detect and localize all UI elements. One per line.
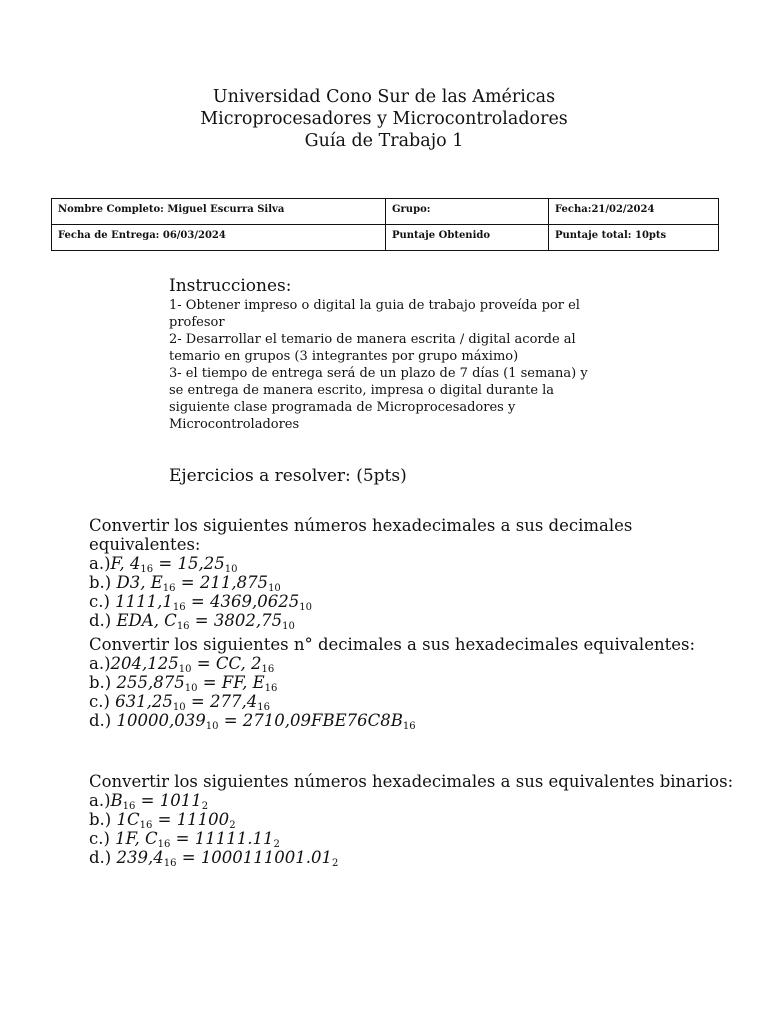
exercise-prefix: c.): [89, 592, 116, 611]
exercise-rhs: CC, 2: [215, 654, 262, 673]
exercise-lhs-base: 10: [172, 702, 186, 713]
equals-sign: =: [189, 611, 214, 630]
exercise-item: [89, 692, 749, 711]
exercise-rhs: 11100: [176, 810, 230, 829]
exercise-rhs-base: 2: [229, 820, 236, 831]
exercise-item: [89, 673, 749, 692]
exercise-rhs: 3802,75: [213, 611, 283, 630]
delivery-date-cell: Fecha de Entrega: 06/03/2024: [52, 225, 386, 251]
exercise-rhs: 1000111001.01: [200, 848, 333, 867]
guide-title: Guía de Trabajo 1: [304, 131, 464, 151]
equals-sign: =: [175, 573, 200, 592]
exercise-prefix: c.): [89, 829, 116, 848]
equals-sign: =: [170, 829, 195, 848]
exercise-lhs: 10000,039: [116, 711, 206, 730]
university-name: Universidad Cono Sur de las Américas: [212, 87, 556, 107]
date-cell: Fecha:21/02/2024: [549, 199, 719, 225]
exercise-rhs-base: 2: [273, 839, 280, 850]
exercise-lhs-base: 10: [184, 683, 198, 694]
exercise-lhs: 1111,1: [115, 592, 173, 611]
exercise-item: [89, 573, 749, 592]
exercise-rhs-base: 2: [201, 801, 209, 812]
exercise-prefix: b.): [89, 573, 117, 592]
hex-to-binary-section: [89, 772, 749, 867]
exercise-lhs: F, 4: [110, 554, 141, 573]
exercise-prefix: d.): [89, 848, 117, 867]
exercise-lhs: 1C: [116, 810, 140, 829]
exercise-rhs: FF, E: [221, 673, 265, 692]
exercise-rhs: 2710,09FBE76C8B: [242, 711, 403, 730]
exercise-rhs: 15,25: [177, 554, 225, 573]
exercise-rhs-base: 10: [268, 583, 281, 594]
table-row: [52, 225, 719, 251]
instruction-step: 3- el tiempo de entrega será de un plazo de 7 días (1 semana) y se entrega de manera escrito, impresa o digital durante la siguiente clase programada de Microprocesadores y Microcontroladores: [169, 366, 588, 432]
instructions-block: [169, 276, 589, 433]
exercise-lhs: D3, E: [116, 573, 163, 592]
exercise-item: [89, 810, 749, 829]
exercise-prefix: a.): [89, 554, 111, 573]
exercise-rhs-base: 10: [224, 564, 238, 575]
student-info-table: [51, 198, 719, 251]
equals-sign: =: [152, 810, 177, 829]
exercise-prefix: b.): [89, 810, 117, 829]
exercise-lhs-base: 16: [122, 801, 136, 812]
exercise-rhs: 4369,0625: [209, 592, 300, 611]
exercise-item: [89, 654, 749, 673]
table-row: [52, 199, 719, 225]
exercise-lhs-base: 16: [162, 583, 176, 594]
exercise-lhs-base: 16: [140, 564, 154, 575]
section-title: Convertir los siguientes n° decimales a sus hexadecimales equivalentes:: [89, 635, 696, 654]
exercise-rhs: 211,875: [199, 573, 269, 592]
exercise-lhs: B: [110, 791, 123, 810]
hex-to-decimal-section: [89, 516, 749, 630]
score-obtained-cell: Puntaje Obtenido: [386, 225, 549, 251]
exercise-rhs: 11111.11: [194, 829, 274, 848]
exercise-rhs-base: 16: [402, 721, 416, 732]
exercise-lhs: 1F, C: [115, 829, 158, 848]
exercise-rhs: 277,4: [209, 692, 258, 711]
exercise-lhs-base: 16: [163, 858, 177, 869]
exercise-lhs: EDA, C: [116, 611, 177, 630]
exercise-rhs-base: 16: [257, 702, 270, 713]
equals-sign: =: [135, 791, 160, 810]
course-name: Microprocesadores y Microcontroladores: [200, 109, 568, 129]
exercise-lhs-base: 10: [205, 721, 219, 732]
section-title: Convertir los siguientes números hexadecimales a sus decimales equivalentes:: [89, 516, 633, 554]
exercise-item: [89, 848, 749, 867]
student-name-cell: Nombre Completo: Miguel Escurra Silva: [52, 199, 386, 225]
equals-sign: =: [191, 654, 216, 673]
equals-sign: =: [185, 692, 210, 711]
exercise-rhs-base: 2: [332, 858, 339, 869]
equals-sign: =: [218, 711, 243, 730]
exercise-lhs: 239,4: [116, 848, 164, 867]
exercise-prefix: b.): [89, 673, 117, 692]
exercise-lhs-base: 16: [157, 839, 171, 850]
instruction-step: 1- Obtener impreso o digital la guia de trabajo proveída por el profesor: [169, 298, 580, 330]
exercise-lhs-base: 16: [176, 621, 190, 632]
exercise-rhs-base: 16: [261, 664, 275, 675]
exercise-lhs: 255,875: [116, 673, 185, 692]
exercise-item: [89, 554, 749, 573]
exercise-prefix: d.): [89, 611, 117, 630]
exercise-lhs: 204,125: [110, 654, 179, 673]
exercise-item: [89, 592, 749, 611]
equals-sign: =: [185, 592, 210, 611]
exercise-rhs-base: 10: [282, 621, 295, 632]
decimal-to-hex-section: [89, 635, 749, 730]
exercise-item: [89, 711, 749, 730]
exercise-item: [89, 791, 749, 810]
group-cell: Grupo:: [386, 199, 549, 225]
exercise-rhs-base: 16: [264, 683, 278, 694]
exercise-rhs: 1011: [159, 791, 202, 810]
exercise-prefix: a.): [89, 791, 111, 810]
exercise-lhs-base: 16: [139, 820, 153, 831]
section-title: Convertir los siguientes números hexadecimales a sus equivalentes binarios:: [89, 772, 734, 791]
exercise-lhs-base: 10: [178, 664, 192, 675]
exercise-prefix: d.): [89, 711, 117, 730]
exercise-lhs-base: 16: [172, 602, 186, 613]
exercise-item: [89, 829, 749, 848]
exercise-lhs: 631,25: [115, 692, 173, 711]
equals-sign: =: [197, 673, 222, 692]
equals-sign: =: [176, 848, 201, 867]
total-score-cell: Puntaje total: 10pts: [549, 225, 719, 251]
document-header: [0, 86, 768, 152]
exercise-rhs-base: 10: [299, 602, 312, 613]
exercise-prefix: a.): [89, 654, 111, 673]
equals-sign: =: [153, 554, 178, 573]
exercise-prefix: c.): [89, 692, 116, 711]
instructions-title: Instrucciones:: [169, 276, 292, 296]
instruction-step: 2- Desarrollar el temario de manera escrita / digital acorde al temario en grupos (3 integrantes por grupo máximo): [169, 332, 576, 364]
exercises-heading: Ejercicios a resolver: (5pts): [169, 466, 407, 486]
exercise-item: [89, 611, 749, 630]
